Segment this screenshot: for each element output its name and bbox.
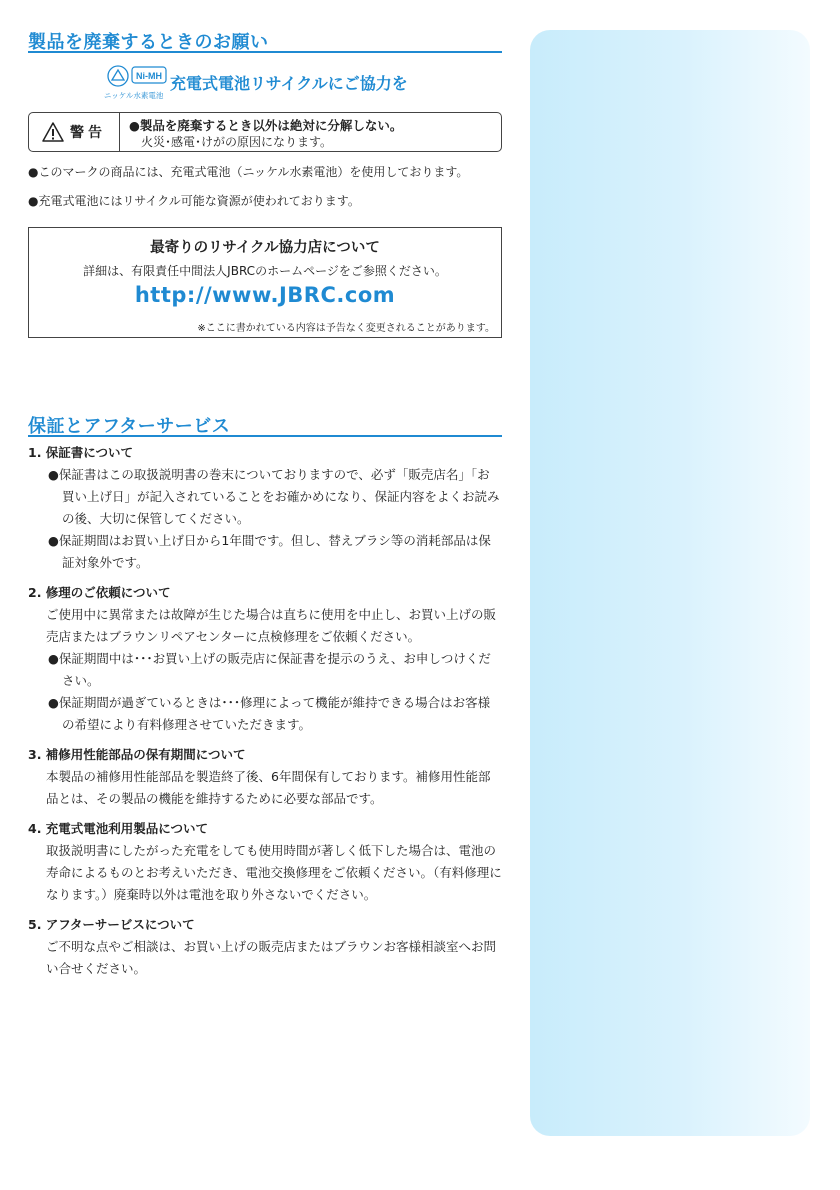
item-heading: 3. 補修用性能部品の保有期間について: [28, 747, 246, 762]
section-rule: [28, 435, 502, 437]
item-paragraph: 取扱説明書にしたがった充電をしても使用時間が著しく低下した場合は、電池の寿命によるものとお考えいただき、電池交換修理をご依頼ください。（有料修理になります。）廃棄時以外は電池を取り外さないでください。: [46, 843, 502, 902]
jbrc-url-link[interactable]: http://www.JBRC.com: [134, 283, 396, 307]
warning-label-cell: [29, 113, 120, 151]
item-heading: 1. 保証書について: [28, 445, 134, 460]
list-item: ●保証期間が過ぎているときは･･･修理によって機能が維持できる場合はお客様の希望により有料修理させていただきます。: [48, 695, 491, 732]
warranty-body: [28, 442, 502, 988]
warning-line-1: ●製品を廃棄するとき以外は絶対に分解しない。: [129, 118, 403, 133]
warranty-item-3: [28, 744, 502, 810]
note-nimh-mark: ●このマークの商品には、充電式電池（ニッケル水素電池）を使用しております。: [28, 165, 469, 179]
item-paragraph: ご不明な点やご相談は、お買い上げの販売店またはブラウンお客様相談室へお問い合せください。: [46, 939, 497, 976]
warranty-item-4: [28, 818, 502, 906]
list-item: ●保証期間中は･･･お買い上げの販売店に保証書を提示のうえ、お申しつけください。: [48, 651, 491, 688]
jbrc-box: [28, 227, 502, 338]
item-heading: 2. 修理のご依頼について: [28, 585, 171, 600]
nimh-caption: ニッケル水素電池: [104, 91, 164, 100]
note-recyclable: ●充電式電池にはリサイクル可能な資源が使われております。: [28, 194, 360, 208]
warranty-item-1: [28, 442, 502, 574]
warning-line-2: 火災･感電･けがの原因になります。: [141, 135, 333, 149]
jbrc-title: 最寄りのリサイクル協力店について: [150, 240, 380, 256]
nimh-badge: Ni-MH: [136, 71, 162, 81]
list-item: ●保証期間はお買い上げ日から1年間です。但し、替えブラシ等の消耗部品は保証対象外です。: [48, 533, 491, 570]
warranty-item-2: [28, 582, 502, 736]
warranty-item-5: [28, 914, 502, 980]
disposal-section-title: 製品を廃棄するときのお願い: [28, 32, 269, 53]
nimh-recycle-title: 充電式電池リサイクルにご協力を: [170, 74, 408, 93]
recycle-icon: [108, 66, 128, 86]
warning-triangle-icon: [42, 122, 64, 142]
warning-box: [28, 112, 502, 152]
warranty-section-title: 保証とアフターサービス: [28, 416, 231, 437]
section-rule: [28, 51, 502, 53]
list-item: ●保証書はこの取扱説明書の巻末についておりますので、必ず「販売店名」「お買い上げ日」が記入されていることをお確かめになり、保証内容をよくお読みの後、大切に保管してください。: [48, 467, 500, 526]
item-paragraph: ご使用中に異常または故障が生じた場合は直ちに使用を中止し、お買い上げの販売店またはブラウンリペアセンターに点検修理をご依頼ください。: [46, 607, 497, 644]
item-paragraph: 本製品の補修用性能部品を製造終了後、6年間保有しております。補修用性能部品とは、その製品の機能を維持するために必要な部品です。: [46, 769, 491, 806]
warning-label: 警告: [70, 125, 106, 141]
item-heading: 5. アフターサービスについて: [28, 917, 195, 932]
side-panel: [530, 30, 810, 1136]
jbrc-description: 詳細は、有限責任中間法人JBRCのホームページをご参照ください。: [83, 264, 447, 278]
jbrc-disclaimer: ※ここに書かれている内容は予告なく変更されることがあります。: [197, 323, 495, 334]
item-heading: 4. 充電式電池利用製品について: [28, 821, 209, 836]
